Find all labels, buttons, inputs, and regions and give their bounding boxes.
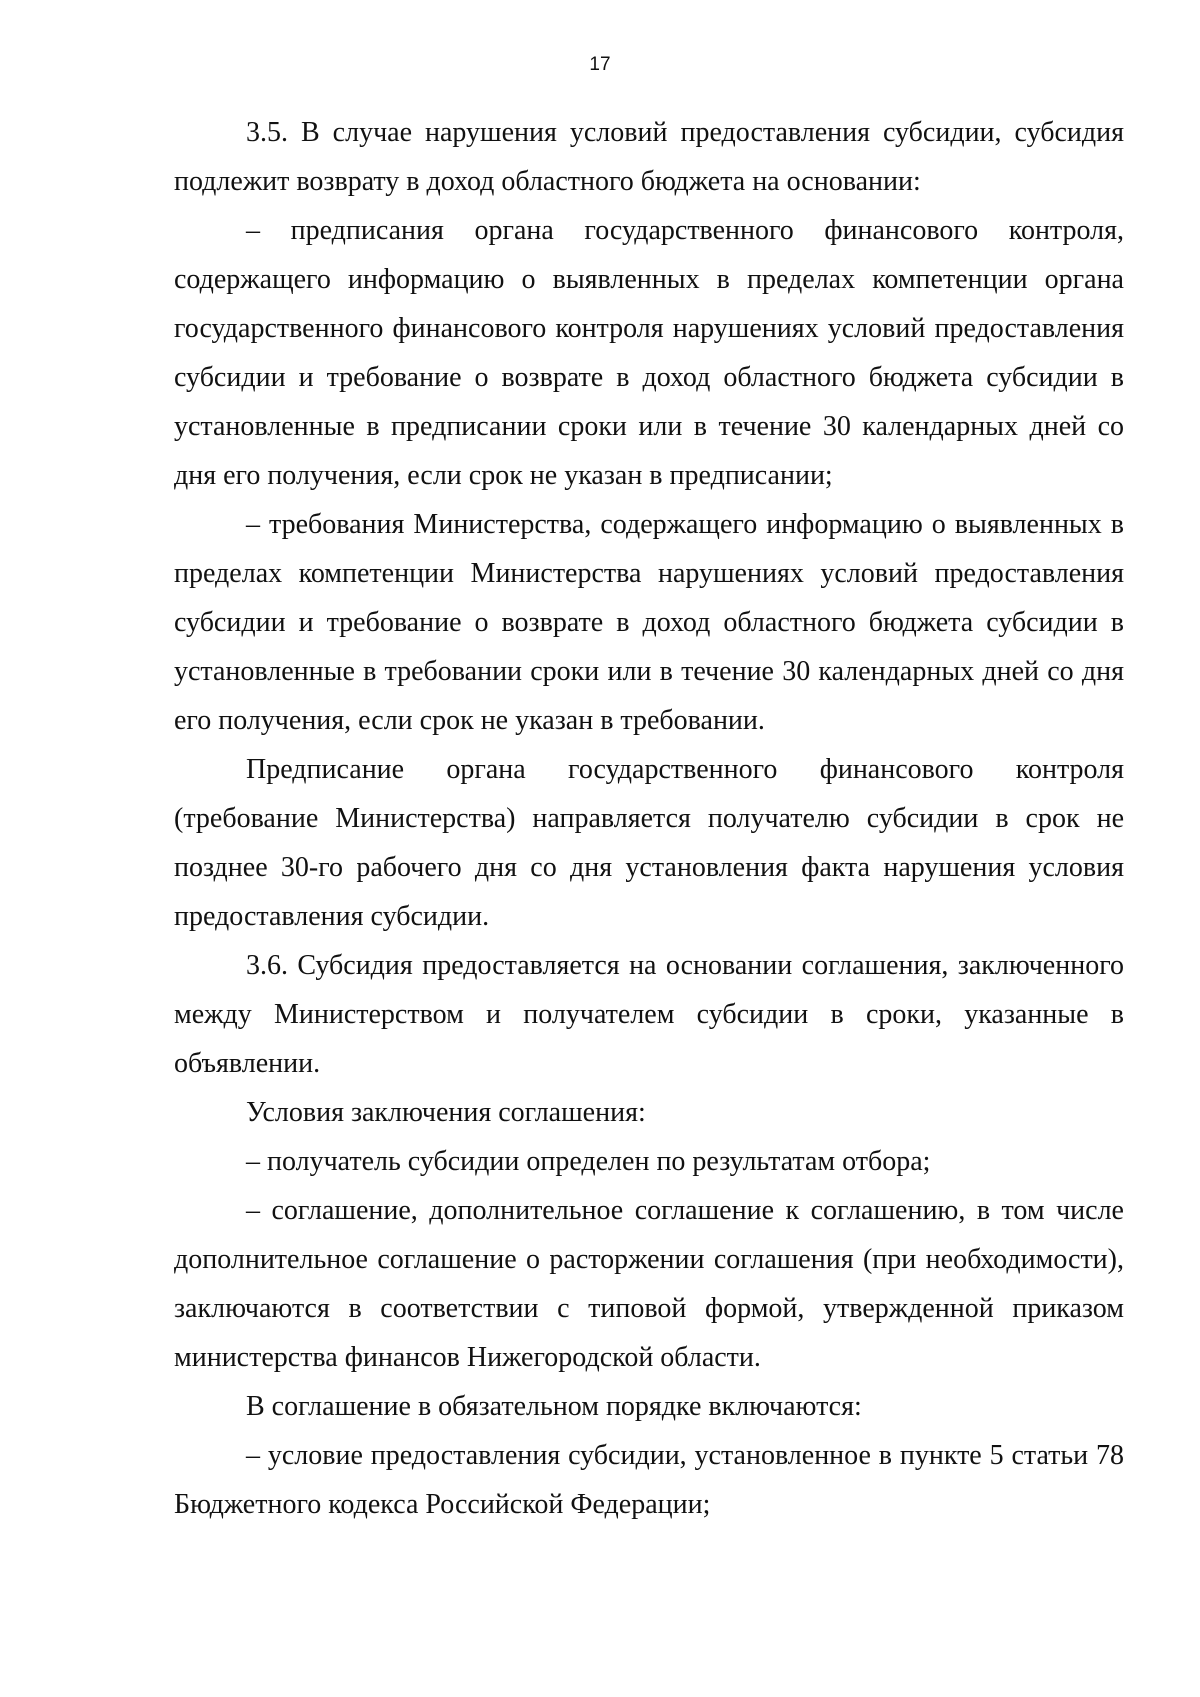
paragraph-bullet-recipient-selected: – получатель субсидии определен по результатам отбора; [246, 1146, 931, 1177]
paragraph-3-6: 3.6. Субсидия предоставляется на основании соглашения, заключенного между Министерством и получателем субсидии в сроки, указанные в объявлении. [174, 950, 1124, 1079]
paragraph-bullet-budget-code-condition: – условие предоставления субсидии, установленное в пункте 5 статьи 78 Бюджетного кодекса Российской Федерации; [174, 1440, 1124, 1520]
paragraph-3-5: 3.5. В случае нарушения условий предоставления субсидии, субсидия подлежит возврату в доход областного бюджета на основании: [174, 117, 1124, 197]
paragraph-agreement-includes-heading: В соглашение в обязательном порядке включаются: [246, 1391, 862, 1422]
paragraph-bullet-prescription: – предписания органа государственного финансового контроля, содержащего информацию о выявленных в пределах компетенции органа государственного финансового контроля нарушениях условий предоставления субсидии и требование о возврате в доход областного бюджета субсидии в установленные в предписании сроки или в течение 30 календарных дней со дня его получения, если срок не указан в предписании; [174, 215, 1124, 491]
paragraph-bullet-agreement-form: – соглашение, дополнительное соглашение к соглашению, в том числе дополнительное соглашение о расторжении соглашения (при необходимости), заключаются в соответствии с типовой формой, утвержденной приказом министерства финансов Нижегородской области. [174, 1195, 1124, 1373]
page-number: 17 [589, 54, 611, 75]
paragraph-prescription-sending: Предписание органа государственного финансового контроля (требование Министерства) направляется получателю субсидии в срок не позднее 30-го рабочего дня со дня установления факта нарушения условия предоставления субсидии. [174, 754, 1124, 932]
paragraph-bullet-ministry-requirement: – требования Министерства, содержащего информацию о выявленных в пределах компетенции Министерства нарушениях условий предоставления субсидии и требование о возврате в доход областного бюджета субсидии в установленные в требовании сроки или в течение 30 календарных дней со дня его получения, если срок не указан в требовании. [174, 509, 1124, 736]
paragraph-agreement-conditions-heading: Условия заключения соглашения: [246, 1097, 646, 1128]
document-body [174, 108, 1124, 1529]
